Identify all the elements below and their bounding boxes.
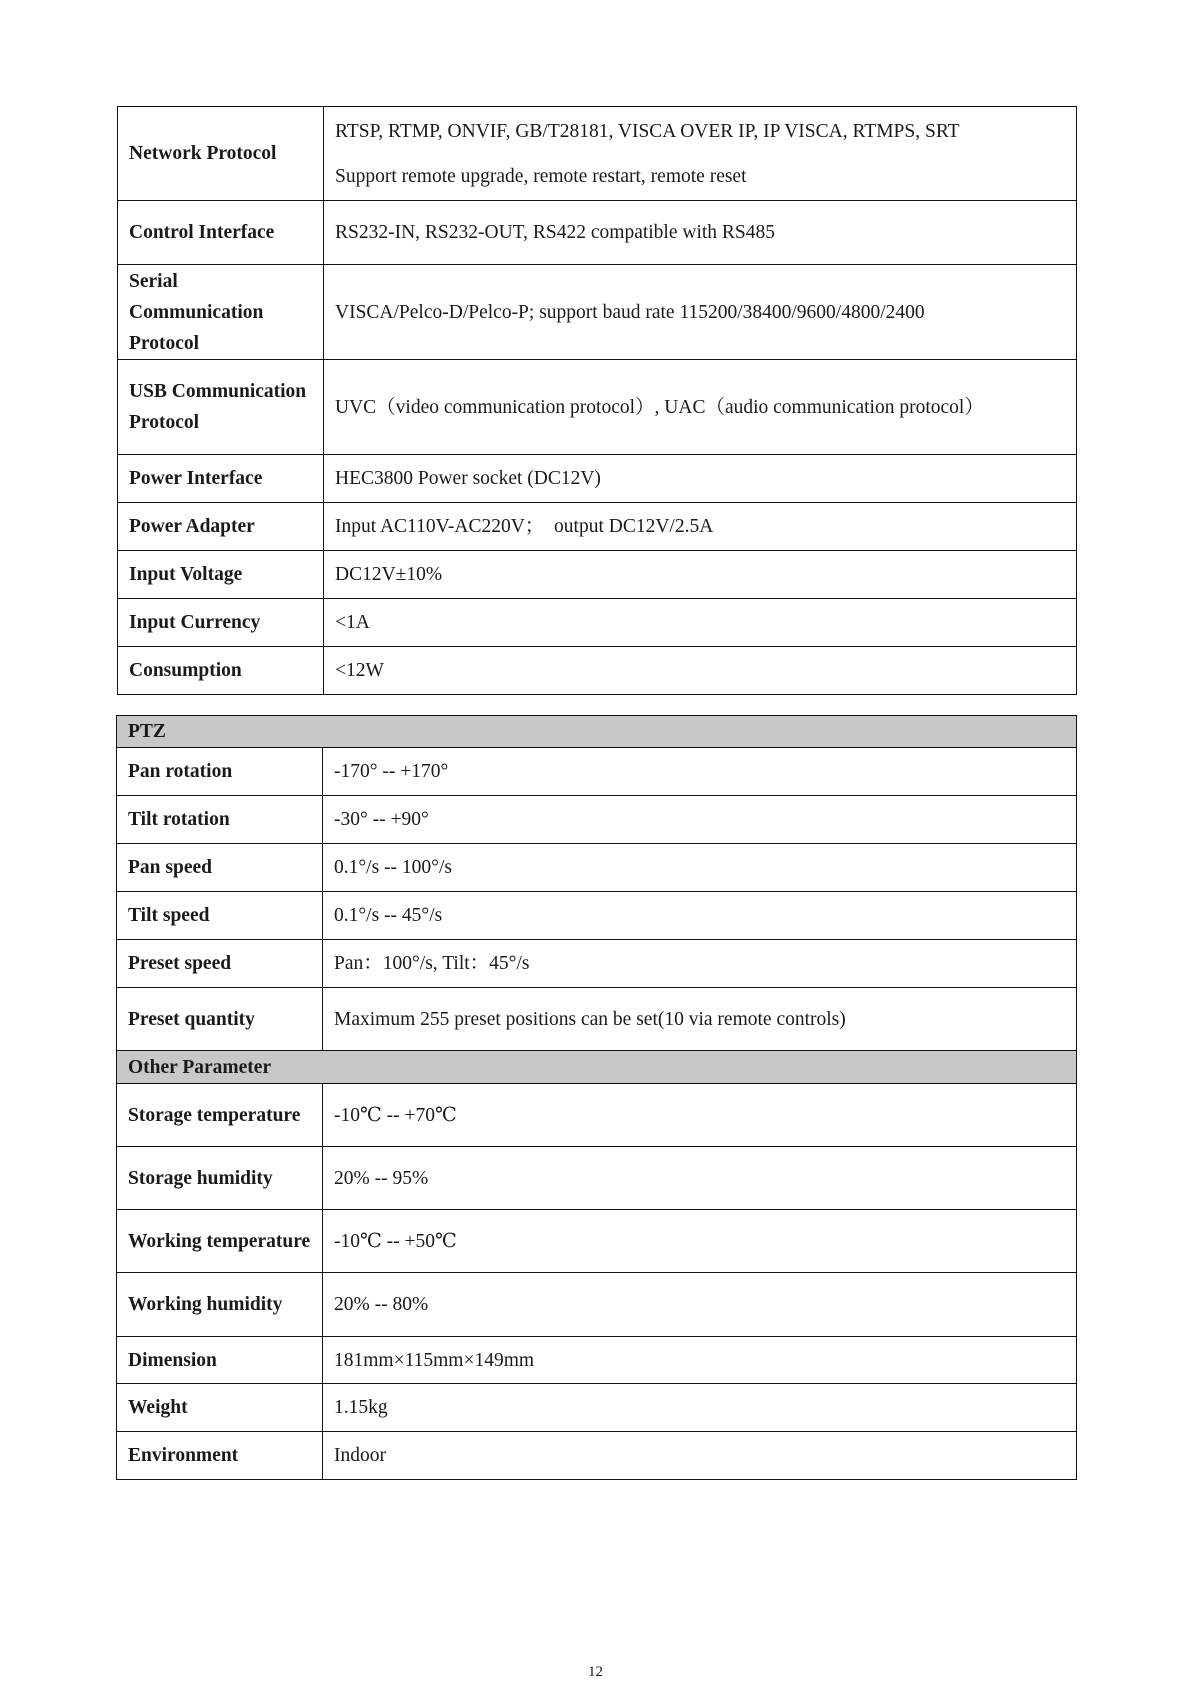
spec-label: Input Currency: [118, 599, 324, 647]
spec-label: Dimension: [117, 1337, 323, 1384]
spec-value: Input AC110V-AC220V； output DC12V/2.5A: [324, 503, 1077, 551]
spec-label: Consumption: [118, 647, 324, 695]
section-title-ptz: PTZ: [117, 716, 1077, 748]
spec-value: Indoor: [323, 1432, 1077, 1480]
table-row: [118, 503, 1077, 551]
spec-label: Preset speed: [117, 940, 323, 988]
spec-value: 1.15kg: [323, 1384, 1077, 1432]
spec-label: Preset quantity: [117, 988, 323, 1051]
spec-label: Tilt speed: [117, 892, 323, 940]
spec-value: UVC（video communication protocol）, UAC（audio communication protocol）: [324, 360, 1077, 455]
table-row: [118, 201, 1077, 265]
spec-label: Weight: [117, 1384, 323, 1432]
table-row: [117, 988, 1077, 1051]
spec-value: VISCA/Pelco-D/Pelco-P; support baud rate 115200/38400/9600/4800/2400: [324, 265, 1077, 360]
spec-value-line: Support remote upgrade, remote restart, remote reset: [335, 165, 747, 187]
spec-label: Control Interface: [118, 201, 324, 265]
table-row: [118, 551, 1077, 599]
spec-label: Input Voltage: [118, 551, 324, 599]
spec-value: 20% -- 95%: [323, 1147, 1077, 1210]
spec-value: -170° -- +170°: [323, 748, 1077, 796]
table-row: [117, 940, 1077, 988]
section-header-row: [117, 716, 1077, 748]
table-row: [118, 647, 1077, 695]
spec-value: -30° -- +90°: [323, 796, 1077, 844]
spec-value: DC12V±10%: [324, 551, 1077, 599]
spec-value: 20% -- 80%: [323, 1273, 1077, 1337]
table-row: [118, 265, 1077, 360]
ptz-and-other-parameter-table: [116, 715, 1077, 1480]
spec-label: USB Communication Protocol: [118, 360, 324, 455]
table-row: [117, 1210, 1077, 1273]
spec-label: Storage humidity: [117, 1147, 323, 1210]
spec-label: Serial Communication Protocol: [118, 265, 324, 360]
spec-value: <12W: [324, 647, 1077, 695]
table-row: [118, 599, 1077, 647]
table-row: [117, 1084, 1077, 1147]
table-row: [117, 1432, 1077, 1480]
table-row: [117, 1273, 1077, 1337]
spec-label: Pan rotation: [117, 748, 323, 796]
spec-value: -10℃ -- +50℃: [323, 1210, 1077, 1273]
spec-value: [324, 107, 1077, 201]
spec-value-line: RTSP, RTMP, ONVIF, GB/T28181, VISCA OVER IP, IP VISCA, RTMPS, SRT: [335, 120, 960, 142]
table-row: [117, 748, 1077, 796]
section-header-row: [117, 1051, 1077, 1084]
table-row: [117, 844, 1077, 892]
table-row: [117, 1147, 1077, 1210]
table-row: [118, 455, 1077, 503]
spec-value: Pan：100°/s, Tilt：45°/s: [323, 940, 1077, 988]
spec-value: 0.1°/s -- 45°/s: [323, 892, 1077, 940]
table-row: [118, 360, 1077, 455]
power-interface-spec-table: [117, 106, 1077, 695]
table-row: [117, 1337, 1077, 1384]
spec-label: Network Protocol: [118, 107, 324, 201]
table-row: [117, 796, 1077, 844]
spec-label: Power Adapter: [118, 503, 324, 551]
spec-value: <1A: [324, 599, 1077, 647]
spec-label: Environment: [117, 1432, 323, 1480]
spec-value: RS232-IN, RS232-OUT, RS422 compatible with RS485: [324, 201, 1077, 265]
spec-label: Storage temperature: [117, 1084, 323, 1147]
section-title-other-parameter: Other Parameter: [117, 1051, 1077, 1084]
spec-label: Power Interface: [118, 455, 324, 503]
page-number: 12: [588, 1664, 603, 1680]
spec-value: 181mm×115mm×149mm: [323, 1337, 1077, 1384]
spec-label: Pan speed: [117, 844, 323, 892]
spec-value: -10℃ -- +70℃: [323, 1084, 1077, 1147]
spec-label: Tilt rotation: [117, 796, 323, 844]
spec-value: HEC3800 Power socket (DC12V): [324, 455, 1077, 503]
spec-label: Working humidity: [117, 1273, 323, 1337]
table-row: [118, 107, 1077, 201]
spec-value: 0.1°/s -- 100°/s: [323, 844, 1077, 892]
spec-value: Maximum 255 preset positions can be set(10 via remote controls): [323, 988, 1077, 1051]
spec-label: Working temperature: [117, 1210, 323, 1273]
table-row: [117, 1384, 1077, 1432]
table-row: [117, 892, 1077, 940]
